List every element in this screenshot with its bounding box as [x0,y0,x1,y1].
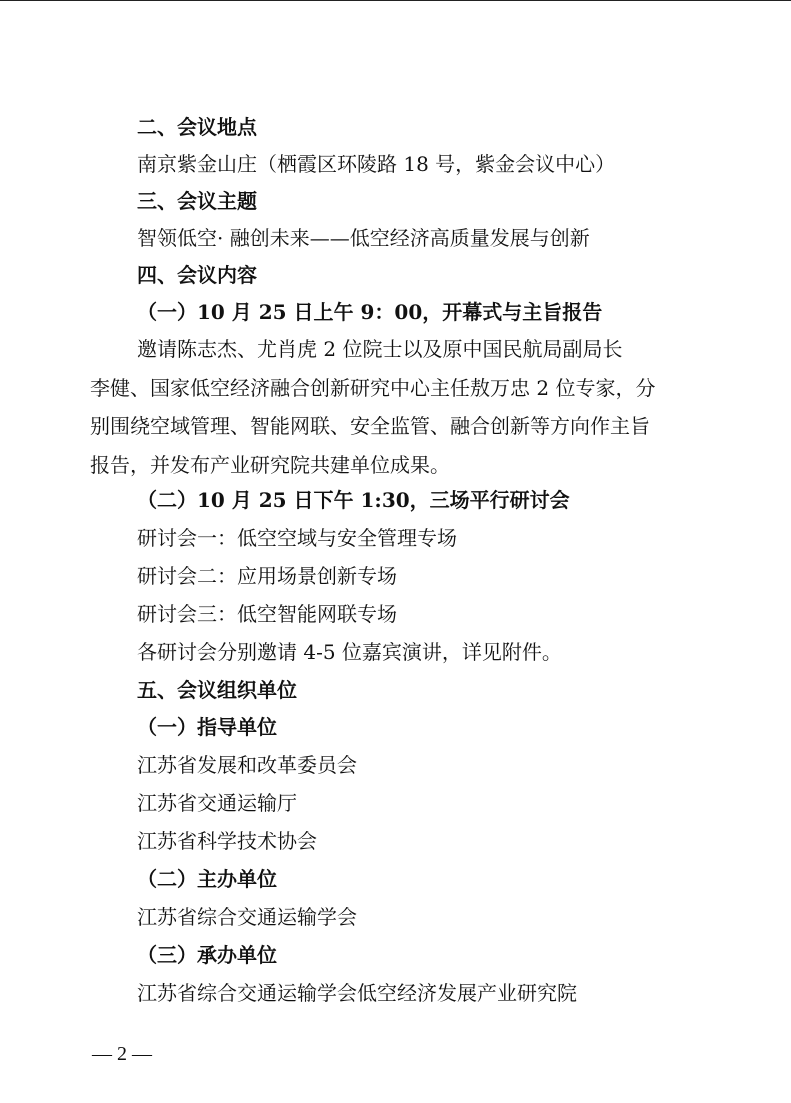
paragraph-line: 报告，并发布产业研究院共建单位成果。 [90,452,450,477]
section-heading-content: 四、会议内容 [137,263,257,287]
guide-units-heading: （一）指导单位 [137,715,277,739]
seminar-item: 研讨会一：低空空域与安全管理专场 [137,526,457,550]
content-part1-paragraph [90,330,700,484]
host-unit: 江苏省综合交通运输学会 [137,905,357,929]
section-heading-theme: 三、会议主题 [137,189,257,213]
organizing-unit: 江苏省综合交通运输学会低空经济发展产业研究院 [137,981,577,1005]
content-part2-heading: （二）10 月 25 日下午 1:30，三场平行研讨会 [137,488,570,512]
theme-text: 智领低空· 融创未来——低空经济高质量发展与创新 [137,226,590,250]
section-heading-location: 二、会议地点 [137,115,257,139]
guide-unit: 江苏省发展和改革委员会 [137,753,357,777]
seminar-item: 研讨会二：应用场景创新专场 [137,564,397,588]
page-number: — 2 — [92,1043,152,1065]
section-heading-organizers: 五、会议组织单位 [137,678,297,702]
guide-unit: 江苏省科学技术协会 [137,829,317,853]
seminar-item: 研讨会三：低空智能网联专场 [137,602,397,626]
paragraph-line: 邀请陈志杰、尤肖虎 2 位院士以及原中国民航局副局长 [137,337,623,361]
paragraph-line: 别围绕空域管理、智能网联、安全监管、融合创新等方向作主旨 [90,414,650,438]
host-units-heading: （二）主办单位 [137,867,277,891]
seminar-note: 各研讨会分别邀请 4-5 位嘉宾演讲，详见附件。 [137,640,562,664]
top-border-line [0,0,791,1]
paragraph-line: 李健、国家低空经济融合创新研究中心主任敖万忠 2 位专家，分 [90,375,656,400]
guide-unit: 江苏省交通运输厅 [137,791,297,815]
content-part1-heading: （一）10 月 25 日上午 9：00，开幕式与主旨报告 [137,300,603,324]
location-text: 南京紫金山庄（栖霞区环陵路 18 号，紫金会议中心） [137,152,616,176]
organizing-units-heading: （三）承办单位 [137,943,277,967]
